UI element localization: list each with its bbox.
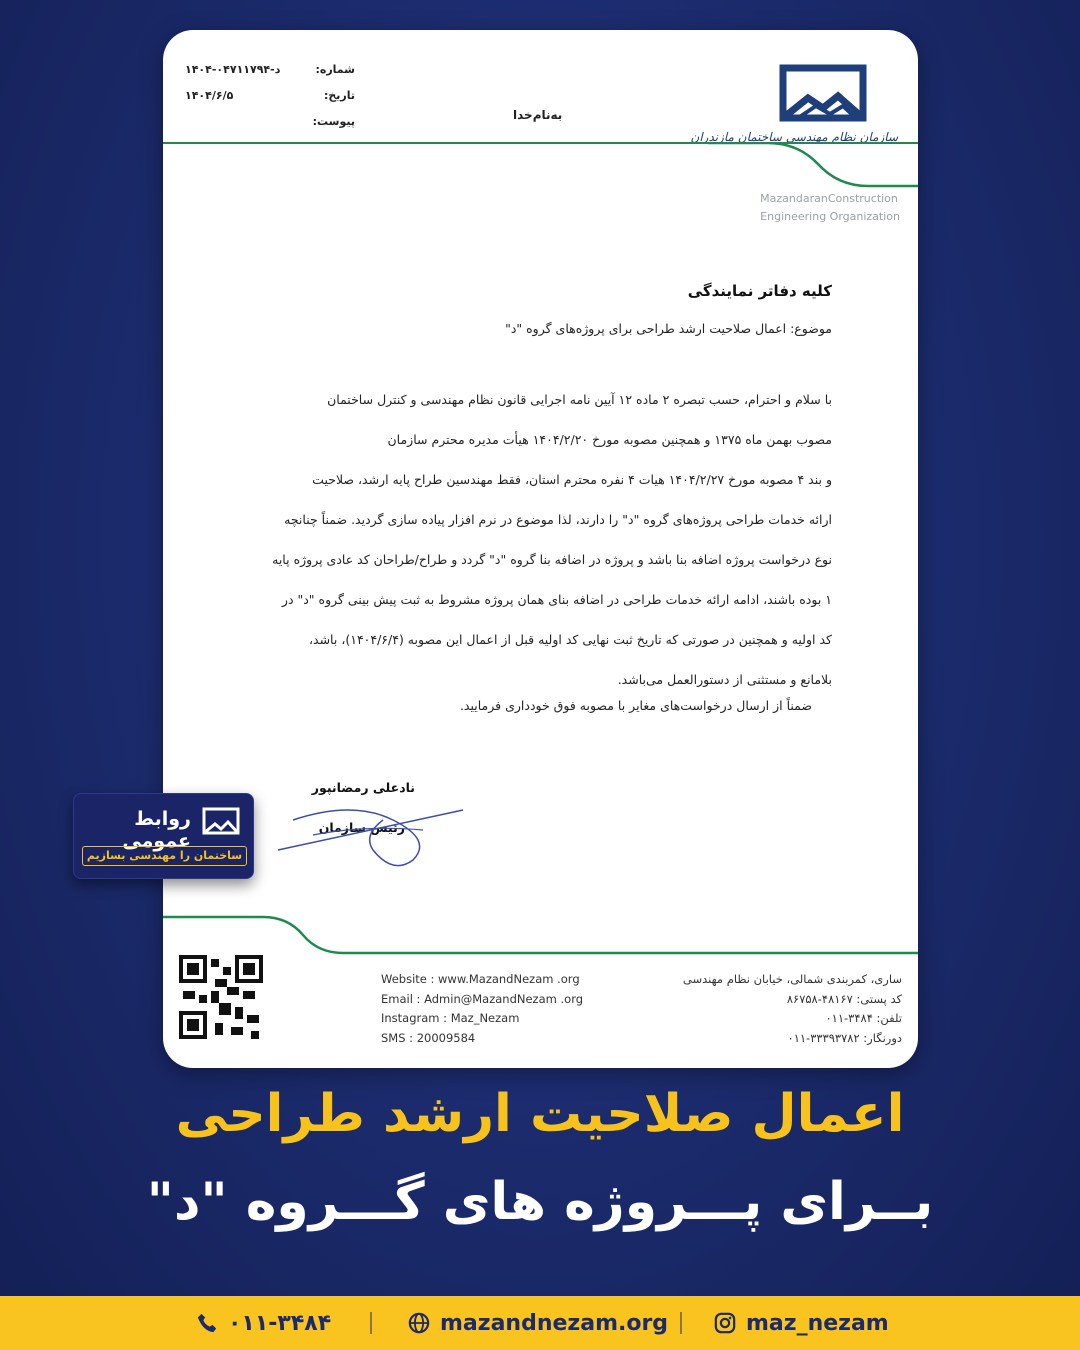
footer-address: ساری، کمربندی شمالی، خیابان نظام مهندسی (682, 972, 902, 986)
headline-line-2: بــرای پـــروژه های گـــروه "د" (146, 1172, 934, 1232)
subject: موضوع: اعمال صلاحیت ارشد طراحی برای پروژه‌های گروه "د" (505, 321, 832, 336)
signature-icon (273, 790, 473, 870)
attachment-label: پیوست: (312, 114, 355, 128)
number-label: شماره: (315, 62, 355, 76)
body-line: مصوب بهمن ماه ۱۳۷۵ و همچنین مصوبه مورخ ۱۴۰۴/۲/۲۰ هیأت مدیره محترم سازمان (387, 432, 832, 447)
bottom-contact-bar (0, 1296, 1080, 1350)
body-line: بلامانع و مستثنی از دستورالعمل می‌باشد. (617, 672, 832, 687)
closing-line: ضمناً از ارسال درخواست‌های مغایر با مصوبه فوق خودداری فرمایید. (459, 698, 812, 713)
phone-icon (196, 1312, 218, 1334)
phone-number: ۰۱۱-۳۴۸۴ (228, 1310, 332, 1336)
footer-sms: SMS : 20009584 (381, 1030, 476, 1045)
building-handshake-icon (201, 806, 241, 840)
pr-tagline: ساختمان را مهندسی بسازیم (82, 846, 247, 866)
footer-instagram: Instagram : Maz_Nezam (381, 1011, 520, 1025)
separator (680, 1312, 682, 1334)
org-name-en: MazandaranConstruction Engineering Organization (760, 192, 900, 223)
instagram-handle: maz_nezam (746, 1310, 889, 1336)
phone-contact[interactable] (196, 1296, 331, 1350)
letter-meta (185, 56, 355, 134)
letter-body (250, 380, 832, 700)
body-line: ارائه خدمات طراحی پروژه‌های گروه "د" را دارند، لذا موضوع در نرم افزار پیاده سازی گردید. ضمناً چنانچه (284, 512, 832, 527)
header-curve-decoration (708, 142, 918, 188)
footer-phone: تلفن: ۳۴۸۴-۰۱۱ (825, 1011, 902, 1025)
footer-email: Email : Admin@MazandNezam .org (381, 991, 584, 1006)
qr-code-icon (179, 955, 263, 1039)
website-link[interactable] (408, 1296, 668, 1350)
footer-contact-fa (683, 970, 902, 1048)
body-line: و بند ۴ مصوبه مورخ ۱۴۰۴/۲/۲۷ هیات ۴ نفره محترم استان، فقط مهندسین طراح پایه ارشد، صلاحیت (312, 472, 832, 487)
date-label: تاریخ: (323, 88, 355, 102)
body-line: کد اولیه و همچنین در صورتی که تاریخ ثبت نهایی کد اولیه قبل از اعمال این مصوبه (۱۴۰۴/۶/۴)، باشد، (308, 632, 832, 647)
footer-website: Website : www.MazandNezam .org (381, 972, 580, 986)
instagram-icon (714, 1312, 736, 1334)
date-value: ۱۴۰۴/۶/۵ (185, 88, 234, 102)
public-relations-badge (73, 793, 254, 879)
footer-contact-en (381, 970, 583, 1048)
instagram-link[interactable] (714, 1296, 889, 1350)
basmala: به‌نام‌خدا (513, 108, 563, 122)
footer-divider (163, 915, 918, 955)
headline-line-1: اعمال صلاحیت ارشد طراحی (175, 1084, 905, 1144)
recipient: کلیه دفاتر نمایندگی (687, 282, 832, 300)
separator (370, 1312, 372, 1334)
signer-name: نادعلی رمضانپور (311, 780, 415, 795)
signer-title: رئیس سازمان (318, 820, 405, 835)
body-line: نوع درخواست پروژه اضافه بنا باشد و پروژه در اضافه بنا گروه "د" گردد و طراح/طراحان کد عادی پروژه پایه (272, 552, 832, 567)
pr-title: روابط عمومی (122, 808, 191, 852)
footer-fax: دورنگار: ۳۳۳۹۳۷۸۲-۰۱۱ (787, 1030, 902, 1045)
body-line: با سلام و احترام، حسب تبصره ۲ ماده ۱۲ آیین نامه اجرایی قانون نظام مهندسی و کنترل ساختمان (327, 392, 832, 407)
number-value: ۱۴۰۴-۰۴۷د-۱۱۷۹۴ (185, 62, 281, 76)
official-letter (163, 30, 918, 1068)
footer-postal: کد پستی: ۴۸۱۶۷-۸۶۷۵۸ (786, 991, 902, 1006)
organization-logo-icon (768, 58, 878, 138)
website-url: mazandnezam.org (440, 1310, 669, 1336)
globe-icon (408, 1312, 430, 1334)
body-line: ۱ بوده باشند، ادامه ارائه خدمات طراحی در اضافه بنای همان پروژه مشروط به ثبت پیش بینی گروه "د" در (281, 592, 832, 607)
org-name-fa: سازمان نظام مهندسی ساختمان مازندران (690, 130, 898, 144)
